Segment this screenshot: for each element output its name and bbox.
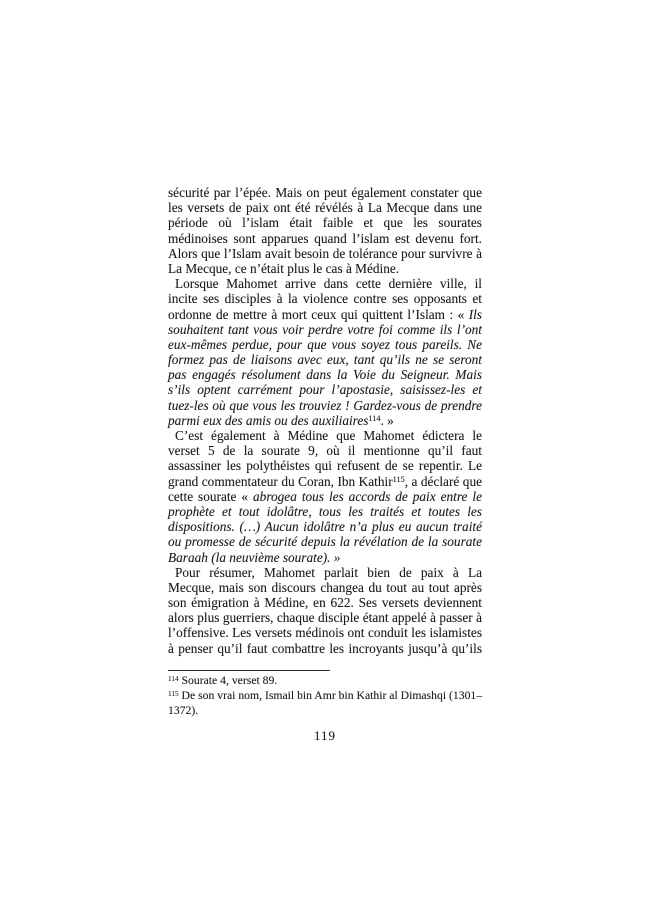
text-line [168, 322, 482, 337]
text-line [168, 595, 482, 610]
text-segment: C’est également à Médine que Mahomet édictera le [175, 428, 482, 443]
text-segment: alors plus guerriers, chaque disciple étant appelé à passer à [168, 610, 482, 626]
text-line [168, 413, 482, 428]
page-number: 119 [313, 728, 337, 743]
text-line [168, 291, 482, 306]
body-text-block [168, 185, 482, 656]
text-segment: grand commentateur du Coran, Ibn Kathir [168, 473, 393, 489]
text-line [168, 610, 482, 625]
text-segment: Baraah (la neuvième sourate). » [168, 549, 341, 565]
text-line [168, 489, 482, 504]
text-line [168, 337, 482, 352]
text-line [168, 398, 482, 413]
text-segment: s’ils optent carrément pour l’apostasie, saisissez-les et [168, 382, 482, 398]
text-segment: formez pas de liaisons avec eux, tant qu’ils ne se seront [168, 352, 482, 368]
text-segment: période où l’islam était faible et que les sourates [168, 215, 482, 231]
text-line [168, 519, 482, 534]
text-segment: les versets de paix ont été révélés à La Mecque dans une [168, 200, 482, 216]
text-line [168, 352, 482, 367]
text-segment: De son vrai nom, Ismail bin Amr bin Kathir al Dimashqi (1301– [178, 689, 483, 702]
text-segment: assassiner les polythéistes qui refusent de se repentir. Le [168, 458, 482, 474]
text-line [168, 458, 482, 473]
text-segment: abrogea tous les accords de paix entre le [253, 488, 482, 504]
text-segment: incite ses disciples à la violence contre ses opposants et [168, 291, 482, 307]
footnote-reference: 115 [392, 475, 405, 485]
text-line [168, 703, 482, 718]
footnote-reference: 114 [368, 414, 381, 424]
text-segment: Sourate 4, verset 89. [178, 674, 278, 687]
text-line [168, 231, 482, 246]
text-line [168, 443, 482, 458]
text-segment: , a déclaré que [404, 473, 482, 489]
text-line [168, 504, 482, 519]
text-segment: son émigration à Médine, en 622. Ses versets deviennent [168, 595, 482, 611]
text-segment: Ils [468, 306, 482, 322]
text-segment: cette sourate « [168, 488, 254, 504]
text-segment: Mecque, mais son discours changea du tout au tout après [168, 579, 482, 595]
text-line [168, 246, 482, 261]
footnote-reference: 115 [168, 689, 179, 698]
text-line [168, 625, 482, 640]
footnote-separator [168, 670, 330, 671]
text-segment: 1372). [168, 704, 199, 717]
text-line [168, 641, 482, 656]
text-line [168, 367, 482, 382]
text-line [168, 307, 482, 322]
text-segment: prophète et tout idolâtre, tous les traités et toutes les [168, 503, 482, 519]
text-segment: pas engagés résolument dans la Voie du Seigneur. Mais [168, 367, 482, 383]
text-segment: eux-mêmes perdue, pour que vous soyez tous pareils. Ne [168, 336, 482, 352]
text-segment: parmi eux des amis ou des auxiliaires [168, 412, 369, 428]
text-line [168, 276, 482, 291]
text-segment: verset 5 de la sourate 9, où il mentionne qu’il faut [168, 443, 482, 459]
text-line [168, 382, 482, 397]
text-line [168, 185, 482, 200]
text-line [168, 673, 482, 688]
footnote-reference: 114 [168, 674, 179, 683]
text-segment: dispositions. (…) Aucun idolâtre n’a plus eu aucun traité [168, 519, 482, 535]
text-segment: Lorsque Mahomet arrive dans cette dernière ville, il [175, 276, 482, 292]
text-line [168, 565, 482, 580]
text-segment: La Mecque, ce n’était plus le cas à Médine. [168, 260, 400, 276]
text-line [168, 550, 482, 565]
text-line [168, 215, 482, 230]
text-line [168, 580, 482, 595]
text-line [168, 428, 482, 443]
text-line [168, 200, 482, 215]
text-line [168, 474, 482, 489]
text-segment: . » [380, 412, 394, 428]
text-line [168, 688, 482, 703]
text-segment: souhaitent tant vous voir perdre votre foi comme ils l’ont [168, 321, 482, 337]
text-segment: ordonne de mettre à mort ceux qui quittent l’Islam : « [168, 306, 469, 322]
text-segment: Pour résumer, Mahomet parlait bien de paix à La [175, 564, 482, 580]
text-segment: à penser qu’il faut combattre les incroyants jusqu’à qu’ils [168, 640, 482, 656]
text-segment: sécurité par l’épée. Mais on peut également constater que [168, 185, 482, 200]
text-segment: tuez-les où que vous les trouviez ! Gardez-vous de prendre [168, 397, 482, 413]
text-line [168, 261, 482, 276]
text-segment: médinoises sont apparues quand l’islam est devenu fort. [168, 230, 482, 246]
text-line [168, 534, 482, 549]
text-segment: Alors que l’Islam avait besoin de tolérance pour survivre à [168, 245, 482, 261]
text-segment: ou promesse de sécurité depuis la révélation de la sourate [168, 534, 482, 550]
text-segment: l’offensive. Les versets médinois ont conduit les islamistes [168, 625, 482, 641]
footnotes-block [168, 673, 482, 718]
